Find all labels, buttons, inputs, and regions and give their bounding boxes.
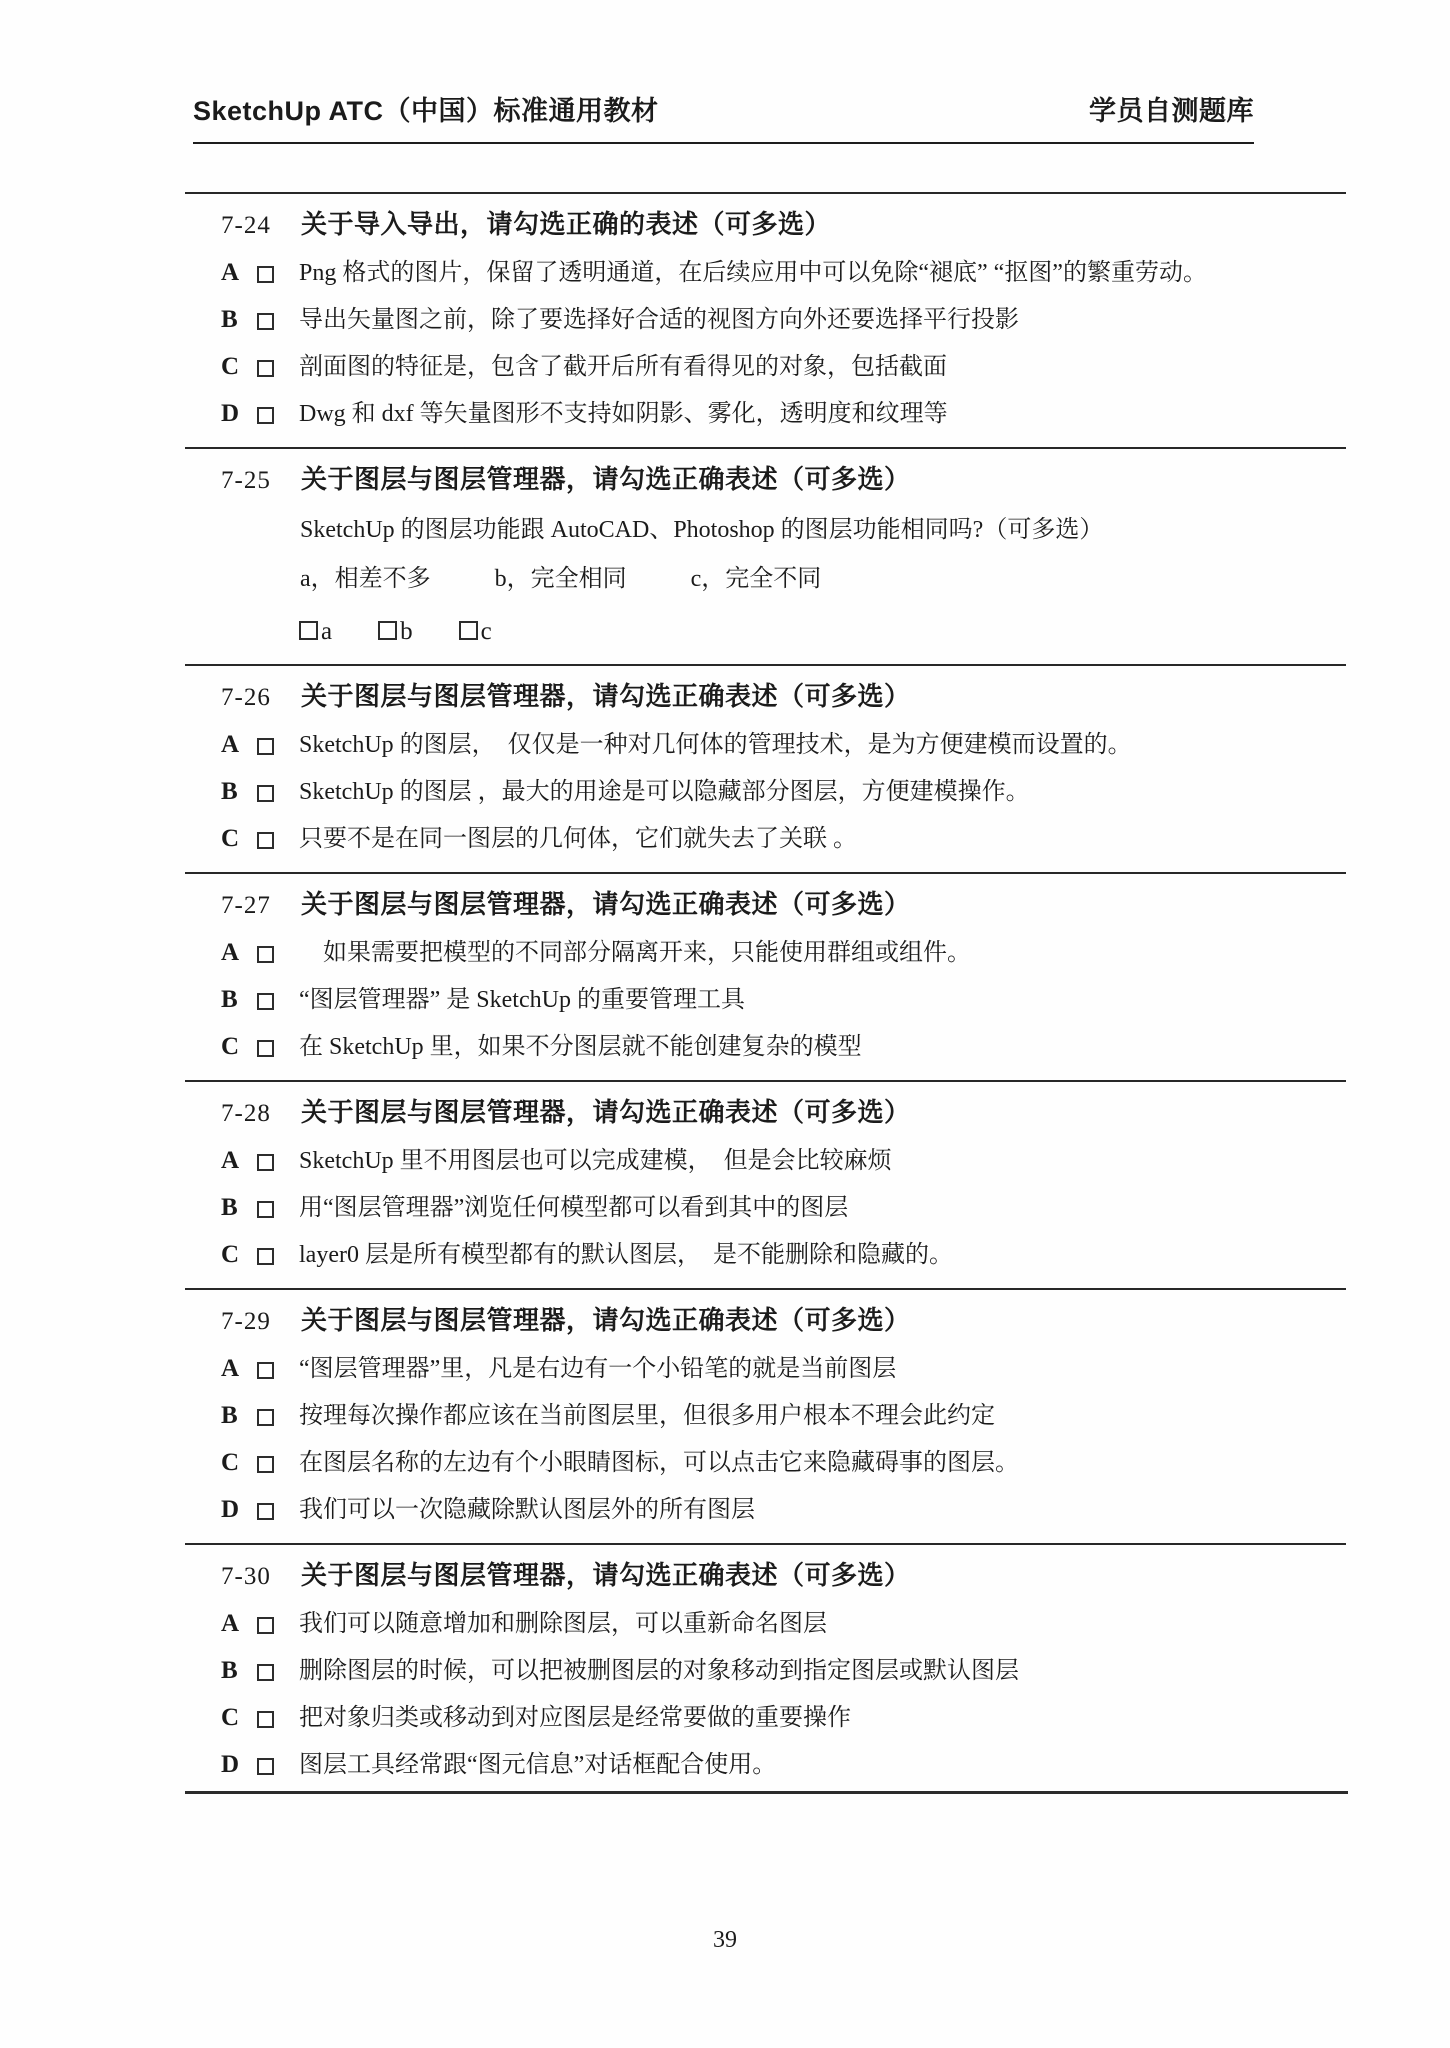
option-text: 剖面图的特征是，包含了截开后所有看得见的对象，包括截面 <box>299 354 947 380</box>
option-letter: C <box>221 1033 240 1060</box>
option-letter: A <box>221 1147 240 1174</box>
option-row <box>185 1750 1346 1780</box>
sub-choice-c: c，完全不同 <box>690 566 822 592</box>
option-text: 把对象归类或移动到对应图层是经常要做的重要操作 <box>299 1705 851 1731</box>
option-text: 我们可以随意增加和删除图层，可以重新命名图层 <box>299 1611 827 1637</box>
option-text: 只要不是在同一图层的几何体，它们就失去了关联 。 <box>299 826 857 852</box>
option-checkbox[interactable] <box>257 266 274 283</box>
question-section-7-28 <box>185 1080 1346 1288</box>
question-number: 7-28 <box>221 1100 271 1127</box>
footer-divider <box>185 1791 1348 1794</box>
option-letter: B <box>221 778 238 805</box>
option-checkbox[interactable] <box>257 1248 274 1265</box>
option-letter: D <box>221 400 240 427</box>
option-text: 用“图层管理器”浏览任何模型都可以看到其中的图层 <box>299 1195 849 1221</box>
sub-choice-b: b，完全相同 <box>494 566 627 592</box>
option-checkbox[interactable] <box>257 360 274 377</box>
header-book-title: SketchUp ATC（中国）标准通用教材 <box>193 96 659 126</box>
option-row <box>185 399 1346 429</box>
option-letter: B <box>221 1194 238 1221</box>
option-checkbox[interactable] <box>257 832 274 849</box>
option-letter: C <box>221 1704 240 1731</box>
option-text: “图层管理器”里，凡是右边有一个小铅笔的就是当前图层 <box>299 1356 897 1382</box>
option-letter: D <box>221 1496 240 1523</box>
option-checkbox[interactable] <box>257 785 274 802</box>
option-text: 我们可以一次隐藏除默认图层外的所有图层 <box>299 1497 755 1523</box>
option-checkbox[interactable] <box>257 1711 274 1728</box>
option-checkbox[interactable] <box>257 407 274 424</box>
option-row <box>185 777 1346 807</box>
question-number: 7-24 <box>221 212 271 239</box>
option-letter: C <box>221 1241 240 1268</box>
question-section-7-25 <box>185 447 1346 664</box>
question-heading <box>185 681 1346 713</box>
option-row <box>185 1354 1346 1384</box>
option-checkbox[interactable] <box>257 1154 274 1171</box>
option-row <box>185 1146 1346 1176</box>
option-letter: B <box>221 306 238 333</box>
option-text: “图层管理器” 是 SketchUp 的重要管理工具 <box>299 987 745 1013</box>
option-row <box>185 1495 1346 1525</box>
option-text: SketchUp 的图层 ，最大的用途是可以隐藏部分图层，方便建模操作。 <box>299 779 1030 805</box>
question-title: 关于图层与图层管理器，请勾选正确表述（可多选） <box>301 1305 911 1335</box>
option-checkbox[interactable] <box>257 946 274 963</box>
question-heading <box>185 1560 1346 1592</box>
option-text: Png 格式的图片，保留了透明通道，在后续应用中可以免除“褪底” “抠图”的繁重劳动。 <box>299 260 1207 286</box>
option-letter: C <box>221 353 240 380</box>
option-letter: A <box>221 259 240 286</box>
question-title: 关于图层与图层管理器，请勾选正确表述（可多选） <box>301 464 911 494</box>
option-row <box>185 352 1346 382</box>
question-section-7-27 <box>185 872 1346 1080</box>
option-row <box>185 985 1346 1015</box>
question-number: 7-29 <box>221 1308 271 1335</box>
option-row <box>185 1240 1346 1270</box>
option-row <box>185 1609 1346 1639</box>
option-letter: C <box>221 825 240 852</box>
question-number: 7-30 <box>221 1563 271 1590</box>
option-row <box>185 730 1346 760</box>
option-text: 导出矢量图之前，除了要选择好合适的视图方向外还要选择平行投影 <box>299 307 1019 333</box>
question-heading <box>185 209 1346 241</box>
option-checkbox[interactable] <box>257 1503 274 1520</box>
option-letter: B <box>221 986 238 1013</box>
option-letter: A <box>221 731 240 758</box>
question-section-7-26 <box>185 664 1346 872</box>
option-text: 如果需要把模型的不同部分隔离开来，只能使用群组或组件。 <box>299 940 971 966</box>
sub-checkbox-row <box>185 618 1346 646</box>
option-text: SketchUp 的图层， 仅仅是一种对几何体的管理技术，是为方便建模而设置的。 <box>299 732 1132 758</box>
option-letter: B <box>221 1402 238 1429</box>
sub-choice-list <box>185 564 1346 594</box>
option-letter: A <box>221 939 240 966</box>
question-number: 7-26 <box>221 684 271 711</box>
option-checkbox[interactable] <box>257 1456 274 1473</box>
option-letter: B <box>221 1657 238 1684</box>
option-row <box>185 1193 1346 1223</box>
question-heading <box>185 1097 1346 1129</box>
question-heading <box>185 1305 1346 1337</box>
sub-question-text: SketchUp 的图层功能跟 AutoCAD、Photoshop 的图层功能相同吗?（可多选） <box>300 517 1104 543</box>
sub-checkbox-label: b <box>400 618 413 645</box>
page-header <box>193 95 1254 144</box>
option-checkbox[interactable] <box>257 1362 274 1379</box>
page-number: 39 <box>713 1927 737 1953</box>
header-section-title: 学员自测题库 <box>1089 96 1254 126</box>
sub-checkbox-item <box>378 618 413 646</box>
option-checkbox[interactable] <box>257 313 274 330</box>
question-title: 关于图层与图层管理器，请勾选正确表述（可多选） <box>301 1097 911 1127</box>
option-row <box>185 824 1346 854</box>
question-title: 关于图层与图层管理器，请勾选正确表述（可多选） <box>301 889 911 919</box>
option-row <box>185 1703 1346 1733</box>
option-checkbox[interactable] <box>257 993 274 1010</box>
option-letter: A <box>221 1610 240 1637</box>
question-title: 关于图层与图层管理器，请勾选正确表述（可多选） <box>301 681 911 711</box>
option-text: layer0 层是所有模型都有的默认图层， 是不能删除和隐藏的。 <box>299 1242 953 1268</box>
option-checkbox[interactable] <box>257 738 274 755</box>
option-row <box>185 938 1346 968</box>
option-row <box>185 305 1346 335</box>
question-number: 7-25 <box>221 467 271 494</box>
sub-checkbox-b[interactable] <box>378 621 397 640</box>
option-text: 图层工具经常跟“图元信息”对话框配合使用。 <box>299 1752 777 1778</box>
option-row <box>185 1656 1346 1686</box>
option-row <box>185 258 1346 288</box>
sub-checkbox-label: c <box>480 618 492 645</box>
option-letter: A <box>221 1355 240 1382</box>
sub-checkbox-item <box>459 618 492 646</box>
option-text: 按理每次操作都应该在当前图层里，但很多用户根本不理会此约定 <box>299 1403 995 1429</box>
option-text: 在图层名称的左边有个小眼睛图标，可以点击它来隐藏碍事的图层。 <box>299 1450 1019 1476</box>
question-section-7-24 <box>185 192 1346 447</box>
question-heading <box>185 889 1346 921</box>
option-letter: D <box>221 1751 240 1778</box>
option-text: 删除图层的时候，可以把被删图层的对象移动到指定图层或默认图层 <box>299 1658 1019 1684</box>
option-checkbox[interactable] <box>257 1758 274 1775</box>
sub-checkbox-item <box>299 618 332 646</box>
question-number: 7-27 <box>221 892 271 919</box>
sub-checkbox-a[interactable] <box>299 621 318 640</box>
question-section-7-29 <box>185 1288 1346 1543</box>
option-letter: C <box>221 1449 240 1476</box>
option-checkbox[interactable] <box>257 1040 274 1057</box>
option-text: SketchUp 里不用图层也可以完成建模， 但是会比较麻烦 <box>299 1148 892 1174</box>
option-checkbox[interactable] <box>257 1664 274 1681</box>
option-checkbox[interactable] <box>257 1409 274 1426</box>
option-row <box>185 1448 1346 1478</box>
sub-checkbox-label: a <box>321 618 333 645</box>
option-text: Dwg 和 dxf 等矢量图形不支持如阴影、雾化，透明度和纹理等 <box>299 401 948 427</box>
sub-checkbox-c[interactable] <box>459 621 478 640</box>
question-title: 关于导入导出，请勾选正确的表述（可多选） <box>301 209 832 239</box>
question-section-7-30 <box>185 1543 1346 1798</box>
option-checkbox[interactable] <box>257 1201 274 1218</box>
sub-choice-a: a，相差不多 <box>300 566 431 592</box>
question-heading <box>185 464 1346 496</box>
option-text: 在 SketchUp 里，如果不分图层就不能创建复杂的模型 <box>299 1034 862 1060</box>
option-checkbox[interactable] <box>257 1617 274 1634</box>
question-list <box>185 192 1346 1798</box>
option-row <box>185 1401 1346 1431</box>
question-title: 关于图层与图层管理器，请勾选正确表述（可多选） <box>301 1560 911 1590</box>
option-row <box>185 1032 1346 1062</box>
